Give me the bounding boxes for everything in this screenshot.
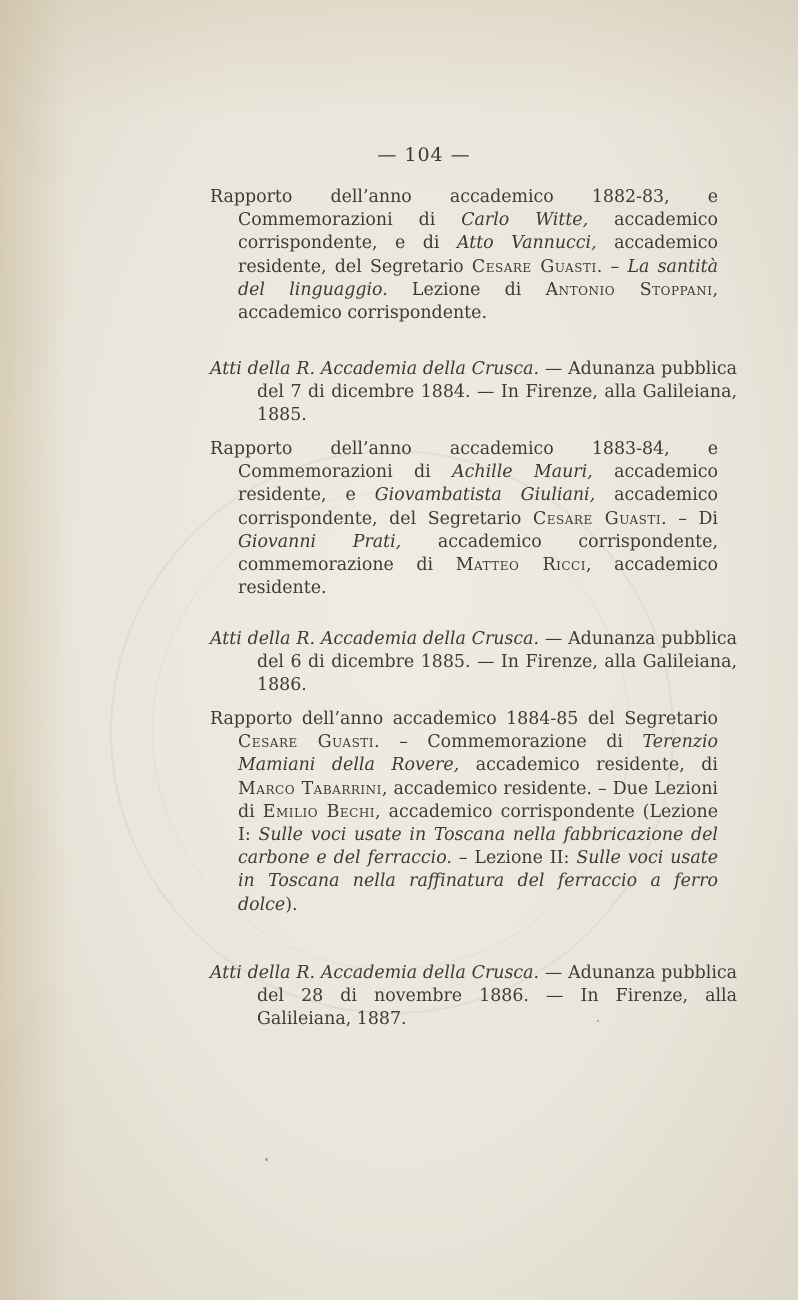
entry-text: Rapporto dell’anno accademico 1884-85 del Segretario (210, 709, 718, 729)
entry-atti-1884 (210, 358, 737, 428)
entry-rapporto-1883-84 (210, 438, 718, 600)
entry-text: — Adunanza pubblica del 28 di novembre 1886. — In Firenze, alla Galileiana, 1887. (257, 963, 737, 1030)
italic-title-text: Atti della R. Accademia della Crusca. (210, 963, 540, 983)
entry-text: , accademico residente. – Due Lezioni di (238, 778, 718, 822)
italic-title-text: Sulle voci usate in Toscana nella fabbricazione del carbone e del ferraccio. (238, 825, 718, 869)
person-name: Cesare Guasti (471, 256, 597, 277)
entry-text: accademico residente, e (238, 462, 718, 506)
entry-text: accademico corrispondente, e di (238, 210, 718, 254)
entry-text: accademico corrispondente, commemorazione di (238, 531, 718, 576)
person-name: Cesare Guasti (238, 732, 375, 753)
entry-text: . – (596, 256, 628, 277)
entry-text: Rapporto dell’anno accademico 1882-83, e Commemorazioni di (210, 187, 718, 231)
person-name: Cesare Guasti (532, 508, 662, 529)
entry-text: , accademico corrispondente (Lezione I: (238, 801, 718, 846)
entry-text: accademico residente, del Segretario (238, 233, 718, 277)
entry-text: – Lezione II: (451, 848, 577, 869)
paper-speck (597, 1020, 599, 1022)
italic-title-text: Atti della R. Accademia della Crusca. (210, 629, 540, 649)
entry-text: . – Di (661, 508, 718, 529)
entry-text: . – Commemorazione di (374, 732, 643, 753)
entry-text: Rapporto dell’anno accademico 1883-84, e Commemorazioni di (210, 439, 718, 483)
entry-atti-1885 (210, 628, 737, 698)
page-number: — 104 — (377, 144, 471, 166)
entry-rapporto-1882-83 (210, 186, 718, 325)
italic-title-text: Atti della R. Accademia della Crusca. (210, 359, 540, 379)
person-name: Matteo Ricci (455, 555, 586, 576)
italic-title-text: La santità del linguaggio. (238, 256, 719, 300)
entry-text: — Adunanza pubblica del 7 di dicembre 1884. — In Firenze, alla Galileiana, 1885. (257, 359, 737, 426)
entry-text: Lezione di (387, 279, 546, 300)
italic-title-text: Giovambatista Giuliani, (374, 485, 596, 506)
paper-speck (265, 1158, 268, 1161)
italic-title-text: Giovanni Prati, (238, 531, 402, 552)
paper-stain-left (0, 0, 70, 1300)
italic-title-text: Terenzio Mamiani della Rovere, (238, 732, 718, 776)
entry-atti-1886 (210, 962, 737, 1032)
italic-title-text: Sulle voci usate in Toscana nella raffinatura del ferraccio a ferro dolce (238, 848, 718, 915)
entry-text: , accademico corrispondente. (238, 279, 718, 324)
person-name: Antonio Stoppani (545, 279, 713, 300)
entry-text: ). (285, 894, 298, 915)
paper-stain-top (0, 0, 798, 120)
entry-text: , accademico residente. (238, 555, 718, 599)
italic-title-text: Carlo Witte, (461, 210, 589, 231)
entry-text: accademico corrispondente, del Segretario (238, 485, 719, 529)
person-name: Marco Tabarrini (238, 778, 382, 799)
entry-text: accademico residente, di (459, 755, 718, 776)
person-name: Emilio Bechi (262, 801, 376, 822)
entry-text: — Adunanza pubblica del 6 di dicembre 1885. — In Firenze, alla Galileiana, 1886. (257, 629, 737, 696)
entry-rapporto-1884-85 (210, 708, 718, 917)
italic-title-text: Atto Vannucci, (456, 233, 597, 254)
italic-title-text: Achille Mauri, (452, 462, 593, 483)
